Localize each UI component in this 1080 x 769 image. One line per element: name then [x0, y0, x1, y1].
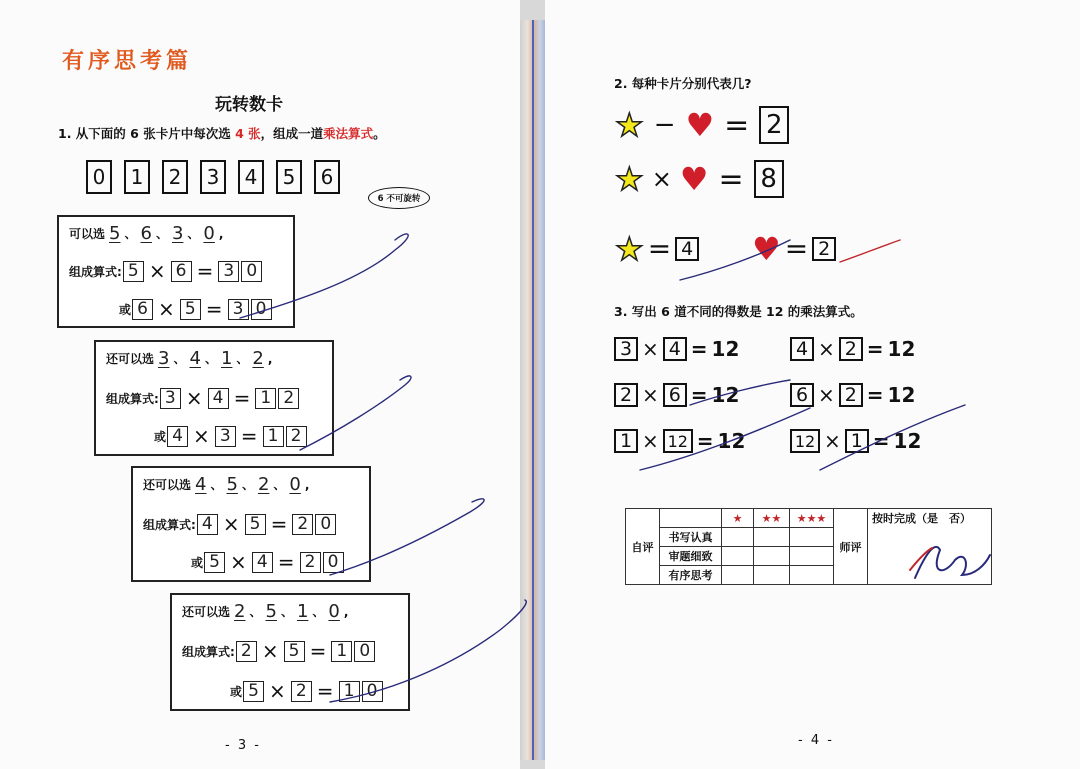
product-row: 12 × 1 = 12 [790, 429, 921, 453]
digit-box: 5 [204, 552, 225, 573]
factor-box: 2 [839, 337, 863, 361]
chosen-digit: 0 [203, 223, 215, 244]
formula-label: 组成算式: [143, 517, 196, 532]
or-label: 或 [191, 555, 204, 570]
evaluation-table [625, 508, 992, 585]
digit-box: 1 [255, 388, 276, 409]
digit-box: 2 [292, 514, 313, 535]
choose-label: 还可以选 [106, 352, 155, 366]
product-row: 4 × 2 = 12 [790, 337, 915, 361]
chosen-digit: 3 [158, 348, 170, 369]
answer-group-3: 还可以选 4 、 5 、 2 、 0 , 组成算式: 4 × 5 = 2 0 或 5 × 4 = 2 0 [131, 466, 371, 582]
question-3: 3. 写出 6 道不同的得数是 12 的乘法算式。 [614, 304, 863, 319]
choose-label: 可以选 [69, 227, 106, 241]
formula-label: 组成算式: [106, 391, 159, 406]
factor-box: 4 [663, 337, 687, 361]
digit-box: 2 [278, 388, 299, 409]
product-result: 12 [887, 337, 916, 361]
number-cards [86, 160, 340, 194]
factor-box: 2 [839, 383, 863, 407]
eval-row-label: 有序思考 [660, 566, 722, 585]
factor-box: 6 [663, 383, 687, 407]
factor-box: 3 [614, 337, 638, 361]
q1-count: 4 张 [235, 126, 261, 141]
star-rating-1: ★ [722, 509, 754, 528]
number-card: 2 [162, 160, 188, 194]
digit-box: 3 [215, 426, 236, 447]
digit-box: 5 [243, 681, 264, 702]
factor-box: 12 [663, 429, 693, 453]
answer-box: 8 [754, 160, 784, 198]
eval-row-label: 书写认真 [660, 528, 722, 547]
product-result: 12 [711, 337, 740, 361]
number-card: 1 [124, 160, 150, 194]
book-spine [520, 20, 545, 760]
q1-emphasis: 乘法算式 [323, 126, 374, 141]
digit-box: 6 [171, 261, 192, 282]
number-card: 0 [86, 160, 112, 194]
factor-box: 6 [790, 383, 814, 407]
digit-box: 0 [315, 514, 336, 535]
digit-box: 5 [245, 514, 266, 535]
heart-icon: ♥ [679, 160, 709, 198]
digit-box: 1 [263, 426, 284, 447]
no-rotate-note: 6 不可旋转 [368, 187, 430, 209]
q1-end: 。 [373, 126, 386, 141]
chosen-digit: 4 [195, 474, 207, 495]
digit-box: 5 [284, 641, 305, 662]
answer-box: 2 [759, 106, 789, 144]
eval-row-label: 审题细致 [660, 547, 722, 566]
star-icon: ★ [615, 229, 644, 268]
factor-box: 1 [845, 429, 869, 453]
factor-box: 12 [790, 429, 820, 453]
chosen-digit: 3 [171, 223, 184, 244]
page-title: 玩转数卡 [215, 95, 283, 115]
answer-group-4: 还可以选 2 、 5 、 1 、 0 , 组成算式: 2 × 5 = 1 0 或 5 × 2 = 1 0 [170, 593, 410, 711]
self-eval-label: 自评 [626, 509, 660, 585]
digit-box: 6 [132, 299, 153, 320]
product-result: 12 [711, 383, 740, 407]
number-card: 3 [200, 160, 226, 194]
digit-box: 2 [300, 552, 321, 573]
section-header: 有序思考篇 [62, 48, 193, 74]
chosen-digit: 6 [140, 223, 152, 244]
digit-box: 5 [123, 261, 144, 282]
page-number-left: - 3 - [225, 738, 261, 753]
star-icon: ★ [615, 160, 644, 198]
factor-box: 1 [614, 429, 638, 453]
product-row: 1 × 12 = 12 [614, 429, 745, 453]
equation-subtract: ★ − ♥ = 2 [615, 106, 789, 144]
digit-box: 5 [180, 299, 201, 320]
chosen-digit: 2 [252, 348, 264, 369]
digit-box: 3 [160, 388, 181, 409]
formula-label: 组成算式: [69, 264, 122, 279]
digit-box: 1 [339, 681, 360, 702]
or-label: 或 [230, 684, 243, 699]
question-1 [58, 124, 386, 142]
digit-box: 0 [354, 641, 375, 662]
equation-multiply: ★ × ♥ = 8 [615, 160, 784, 198]
product-result: 12 [717, 429, 746, 453]
digit-box: 0 [241, 261, 262, 282]
teacher-eval-label: 师评 [834, 509, 868, 585]
chosen-digit: 0 [289, 474, 301, 495]
teacher-signature-cell [868, 528, 992, 585]
product-result: 12 [893, 429, 922, 453]
on-time-label: 按时完成（是 否） [868, 509, 992, 528]
digit-box: 2 [236, 641, 257, 662]
digit-box: 2 [286, 426, 307, 447]
digit-box: 0 [362, 681, 383, 702]
digit-box: 4 [167, 426, 188, 447]
answer-group-2: 还可以选 3 、 4 、 1 、 2 , 组成算式: 3 × 4 = 1 2 或 4 × 3 = 1 2 [94, 340, 334, 456]
chosen-digit: 2 [234, 601, 246, 622]
digit-box: 0 [323, 552, 344, 573]
star-icon: ★ [615, 106, 644, 144]
star-rating-2: ★★ [754, 509, 790, 528]
chosen-digit: 5 [226, 474, 238, 495]
product-row: 3 × 4 = 12 [614, 337, 739, 361]
product-row: 6 × 2 = 12 [790, 383, 915, 407]
times-sign: × [651, 165, 672, 193]
answer-box: 4 [675, 237, 699, 261]
number-card: 6 [314, 160, 340, 194]
digit-box: 1 [331, 641, 352, 662]
digit-box: 3 [218, 261, 239, 282]
heart-value: ♥ = 2 [752, 232, 836, 265]
chosen-digit: 1 [220, 348, 233, 369]
page-number-right: - 4 - [798, 733, 834, 748]
digit-box: 4 [252, 552, 273, 573]
digit-box: 2 [291, 681, 312, 702]
digit-box: 4 [197, 514, 218, 535]
choose-label: 还可以选 [143, 478, 192, 492]
product-result: 12 [887, 383, 916, 407]
question-2: 2. 每种卡片分别代表几? [614, 76, 752, 91]
or-label: 或 [119, 302, 132, 317]
choose-label: 还可以选 [182, 605, 231, 619]
product-row: 2 × 6 = 12 [614, 383, 739, 407]
chosen-digit: 4 [189, 348, 201, 369]
number-card: 4 [238, 160, 264, 194]
number-card: 5 [276, 160, 302, 194]
chosen-digit: 0 [328, 601, 340, 622]
chosen-digit: 2 [257, 474, 270, 495]
chosen-digit: 1 [296, 601, 309, 622]
chosen-digit: 5 [109, 223, 121, 244]
star-value: ★ = 4 [615, 232, 699, 265]
digit-box: 4 [208, 388, 229, 409]
star-rating-3: ★★★ [790, 509, 834, 528]
digit-box: 0 [251, 299, 272, 320]
factor-box: 2 [614, 383, 638, 407]
q1-text: 1. 从下面的 6 张卡片中每次选 [58, 126, 236, 141]
answer-group-1: 可以选 5 、 6 、 3 、 0 , 组成算式: 5 × 6 = 3 0 或 6 × 5 = 3 0 [57, 215, 295, 328]
heart-icon: ♥ [685, 106, 715, 144]
digit-box: 3 [228, 299, 249, 320]
factor-box: 4 [790, 337, 814, 361]
formula-label: 组成算式: [182, 644, 235, 659]
or-label: 或 [154, 429, 167, 444]
chosen-digit: 5 [265, 601, 277, 622]
heart-icon: ♥ [752, 229, 781, 268]
answer-box: 2 [812, 237, 836, 261]
minus-sign: − [653, 110, 676, 140]
q1-text-mid: ，组成一道 [260, 126, 324, 141]
